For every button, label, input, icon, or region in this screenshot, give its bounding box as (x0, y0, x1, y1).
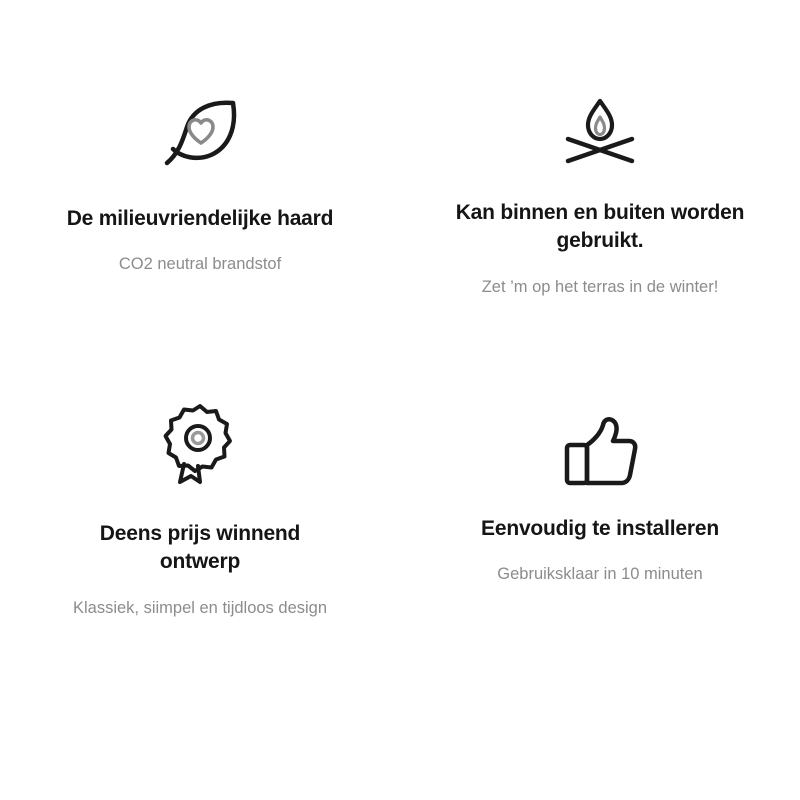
feature-card-award-design (0, 340, 400, 680)
feature-description: Klassiek, siimpel en tijdloos design (72, 598, 328, 617)
feature-description: CO2 neutral brandstof (118, 255, 282, 274)
feature-description: Gebruiksklaar in 10 minuten (497, 565, 703, 584)
feature-title: De milieuvriendelijke haard (66, 207, 334, 230)
feature-description: Zet ’m op het terras in de winter! (481, 277, 719, 296)
leaf-heart-icon (157, 95, 243, 171)
feature-title: Kan binnen en buiten worden gebruikt. (455, 201, 745, 253)
campfire-icon (552, 95, 648, 169)
feature-card-easy-install (400, 340, 800, 680)
feature-card-eco (0, 0, 400, 340)
feature-title: Eenvoudig te installeren (481, 517, 719, 540)
feature-title: Deens prijs winnend ontwerp (99, 522, 301, 574)
feature-card-indoor-outdoor (400, 0, 800, 340)
thumbs-up-icon (561, 415, 639, 491)
award-rosette-icon (160, 400, 240, 486)
